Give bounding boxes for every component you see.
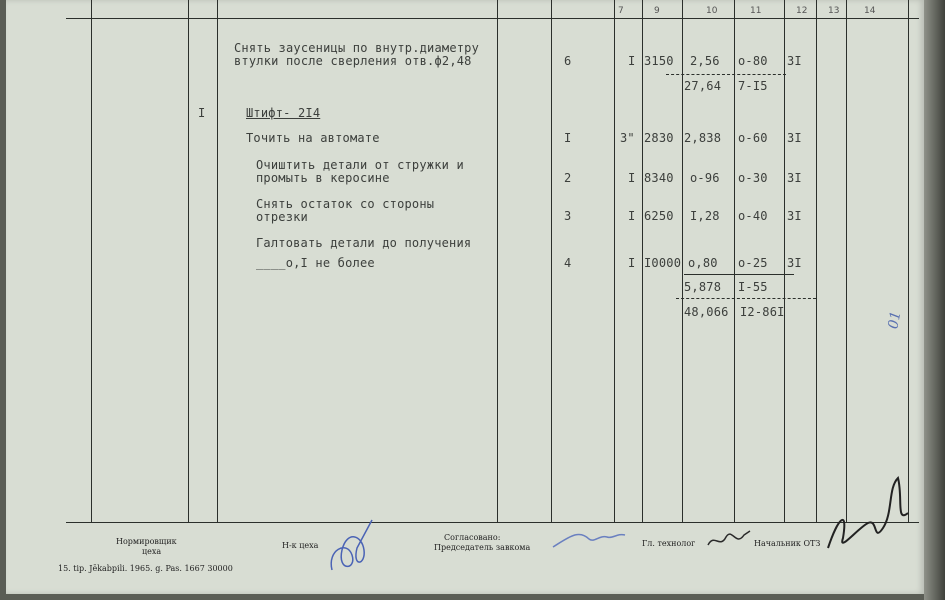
- column-divider: [217, 0, 218, 522]
- signature-nachalnik-tseha: [322, 510, 382, 580]
- cell-c9: 3150: [644, 54, 674, 68]
- column-divider: [642, 0, 643, 522]
- footer-normirovshchik-sub: цеха: [142, 547, 162, 556]
- column-number-14: 14: [864, 6, 876, 16]
- table-bottom-rule: [66, 522, 919, 523]
- operation-text-line: промыть в керосине: [256, 171, 390, 185]
- cell-c8: I: [628, 209, 636, 223]
- cell-c11: о-25: [738, 256, 768, 270]
- cell-seq: 6: [564, 54, 572, 68]
- operation-text-line: Очиштить детали от стружки и: [256, 158, 464, 172]
- column-divider: [816, 0, 817, 522]
- operation-text-line: Галтовать детали до получения: [256, 236, 472, 250]
- cell-c10: 2,56: [690, 54, 720, 68]
- operation-text-line: Точить на автомате: [246, 131, 380, 145]
- footer-predsedatel: Председатель завкома: [434, 543, 531, 552]
- column-divider: [497, 0, 498, 522]
- cell-c8: 3": [620, 131, 635, 145]
- cell-c9: 6250: [644, 209, 674, 223]
- cell-seq: I: [564, 131, 572, 145]
- cell-c12: 3I: [787, 256, 802, 270]
- page-edge-shadow: [924, 0, 945, 600]
- cell-c8: I: [628, 54, 636, 68]
- cell-c8: I: [628, 171, 636, 185]
- cell-c11: о-40: [738, 209, 768, 223]
- subtotal-rule: [684, 274, 794, 275]
- operation-text-line: ____о,I не более: [256, 256, 375, 270]
- cell-c11: о-30: [738, 171, 768, 185]
- cell-seq: 4: [564, 256, 572, 270]
- cell-c9: 8340: [644, 171, 674, 185]
- document-sheet: [6, 0, 924, 594]
- cell-c12: 3I: [787, 54, 802, 68]
- cell-c10: о,80: [688, 256, 718, 270]
- total-dashed-rule: [676, 298, 816, 299]
- footer-nachalnik-tseha: Н-к цеха: [282, 541, 319, 550]
- cell-seq: 3: [564, 209, 572, 223]
- table-top-rule: [66, 18, 919, 19]
- cell-c10: I,28: [690, 209, 720, 223]
- column-divider: [614, 0, 615, 522]
- cell-c10: 2,838: [684, 131, 722, 145]
- operation-text-line: Снять остаток со стороны: [256, 197, 435, 211]
- total-c10: 48,066: [684, 305, 729, 319]
- column-number-10: 10: [706, 6, 718, 16]
- column-number-7: 7: [618, 6, 624, 16]
- column-number-9: 9: [654, 6, 660, 16]
- printer-imprint: 15. tip. Jēkabpili. 1965. g. Pas. 1667 30000: [58, 564, 233, 573]
- column-divider: [188, 0, 189, 522]
- column-divider: [784, 0, 785, 522]
- cell-c9: 2830: [644, 131, 674, 145]
- subtotal-1-c11: 7-I5: [738, 79, 768, 93]
- footer-gl-tehnolog: Гл. технолог: [642, 539, 696, 548]
- cell-seq: 2: [564, 171, 572, 185]
- column-divider: [734, 0, 735, 522]
- signature-gl-tehnolog: [704, 525, 754, 555]
- cell-c8: I: [628, 256, 636, 270]
- footer-soglasovano: Согласовано:: [444, 533, 501, 542]
- signature-nachalnik-otz: [818, 468, 918, 558]
- cell-c9: I0000: [644, 256, 682, 270]
- operation-text-line: втулки после сверления отв.ф2,48: [234, 54, 472, 68]
- column-divider: [551, 0, 552, 522]
- cell-c12: 3I: [787, 171, 802, 185]
- subtotal-2-c10: 5,878: [684, 280, 722, 294]
- cell-c11: о-80: [738, 54, 768, 68]
- operation-text-line: Снять заусеницы по внутр.диаметру: [234, 41, 480, 55]
- column-number-11: 11: [750, 6, 762, 16]
- total-c11: I2-86I: [740, 305, 785, 319]
- margin-handwritten-note: 01: [885, 309, 905, 331]
- operation-number: I: [198, 106, 206, 120]
- footer-normirovshchik: Нормировщик: [116, 537, 177, 546]
- subtotal-dashed-rule: [666, 74, 786, 75]
- signature-predsedatel: [549, 525, 629, 555]
- subtotal-1-c10: 27,64: [684, 79, 722, 93]
- cell-c10: о-96: [690, 171, 720, 185]
- footer-nachalnik-otz: Начальник ОТЗ: [754, 539, 821, 548]
- cell-c12: 3I: [787, 209, 802, 223]
- part-title: Штифт- 2I4: [246, 106, 321, 120]
- column-divider: [846, 0, 847, 522]
- column-divider: [91, 0, 92, 522]
- cell-c11: о-60: [738, 131, 768, 145]
- operation-text-line: отрезки: [256, 210, 308, 224]
- column-number-13: 13: [828, 6, 840, 16]
- subtotal-2-c11: I-55: [738, 280, 768, 294]
- column-number-12: 12: [796, 6, 808, 16]
- cell-c12: 3I: [787, 131, 802, 145]
- column-divider: [908, 0, 909, 522]
- column-divider: [682, 0, 683, 522]
